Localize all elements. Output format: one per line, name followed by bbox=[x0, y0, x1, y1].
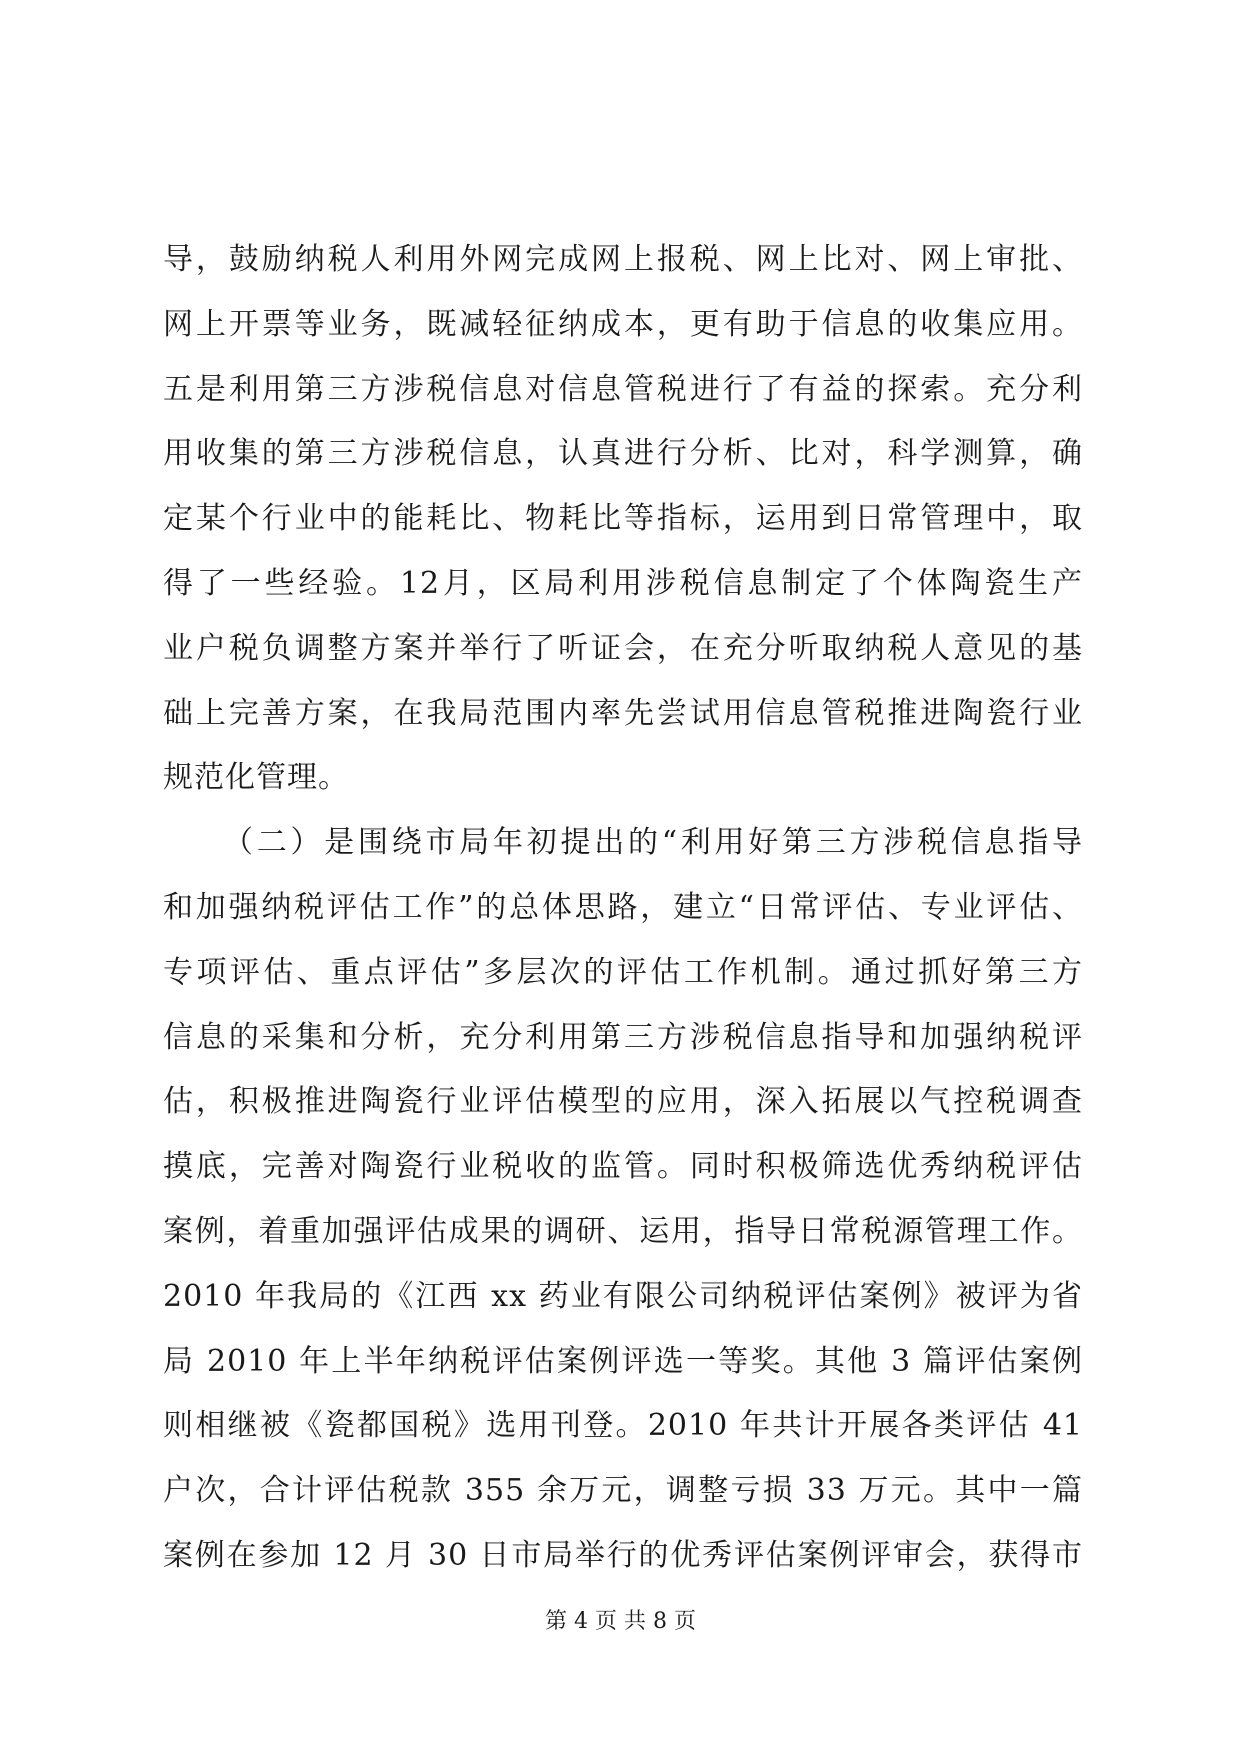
text-line: 网上开票等业务，既减轻征纳成本，更有助于信息的收集应用。 bbox=[163, 306, 1083, 342]
text-line: 和加强纳税评估工作”的总体思路，建立“日常评估、专业评估、 bbox=[163, 889, 1083, 925]
text-line: 估，积极推进陶瓷行业评估模型的应用，深入拓展以气控税调查 bbox=[163, 1084, 1083, 1120]
text-line: 信息的采集和分析，充分利用第三方涉税信息指导和加强纳税评 bbox=[163, 1019, 1083, 1055]
text-line: 础上完善方案，在我局范围内率先尝试用信息管税推进陶瓷行业 bbox=[163, 695, 1083, 731]
body-text bbox=[163, 228, 1083, 1589]
text-line: 户次，合计评估税款 355 余万元，调整亏损 33 万元。其中一篇 bbox=[163, 1473, 1083, 1509]
text-line: 局 2010 年上半年纳税评估案例评选一等奖。其他 3 篇评估案例 bbox=[163, 1343, 1083, 1379]
paragraph-first-line: （二）是围绕市局年初提出的“利用好第三方涉税信息指导 bbox=[223, 825, 1083, 861]
text-line: 摸底，完善对陶瓷行业税收的监管。同时积极筛选优秀纳税评估 bbox=[163, 1149, 1083, 1185]
text-line: 规范化管理。 bbox=[163, 760, 349, 796]
text-line: 五是利用第三方涉税信息对信息管税进行了有益的探索。充分利 bbox=[163, 371, 1083, 407]
text-line: 专项评估、重点评估”多层次的评估工作机制。通过抓好第三方 bbox=[163, 954, 1083, 990]
text-line: 得了一些经验。12月，区局利用涉税信息制定了个体陶瓷生产 bbox=[163, 565, 1083, 601]
text-line: 导，鼓励纳税人利用外网完成网上报税、网上比对、网上审批、 bbox=[163, 242, 1083, 277]
text-line: 2010 年我局的《江西 xx 药业有限公司纳税评估案例》被评为省 bbox=[163, 1278, 1083, 1314]
text-line: 定某个行业中的能耗比、物耗比等指标，运用到日常管理中，取 bbox=[163, 501, 1083, 537]
text-line: 案例，着重加强评估成果的调研、运用，指导日常税源管理工作。 bbox=[163, 1213, 1083, 1249]
text-line: 则相继被《瓷都国税》选用刊登。2010 年共计开展各类评估 41 bbox=[163, 1408, 1083, 1444]
text-line: 案例在参加 12 月 30 日市局举行的优秀评估案例评审会，获得市 bbox=[163, 1537, 1083, 1573]
text-line: 用收集的第三方涉税信息，认真进行分析、比对，科学测算，确 bbox=[163, 436, 1083, 472]
text-line: 业户税负调整方案并举行了听证会，在充分听取纳税人意见的基 bbox=[163, 630, 1083, 666]
page-footer: 第 4 页 共 8 页 bbox=[545, 1609, 696, 1634]
